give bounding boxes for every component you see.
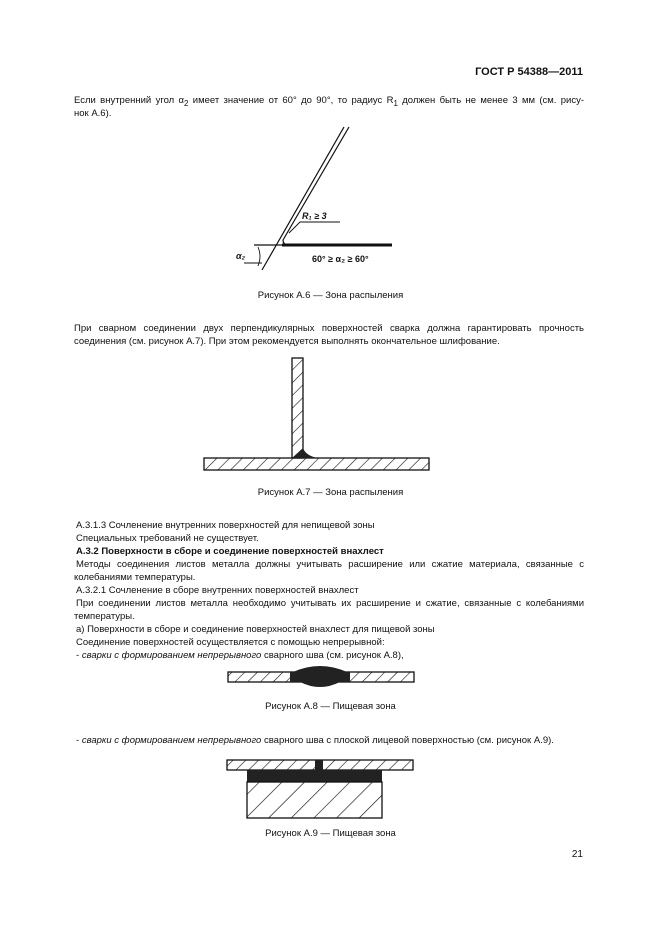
angle-label: α₂ xyxy=(236,251,246,261)
paragraph-a6-line1: Если внутренний угол $\alpha_2$ имеет значение от 60° до 90°, то радиус $R_1$ должен быть не менее 3 мм (см. рису- xyxy=(74,95,585,108)
heading-a32: А.3.2 Поверхности в сборе и соединение поверхностей внахлест xyxy=(76,546,384,557)
page-number: 21 xyxy=(571,849,583,860)
caption-a8: Рисунок А.8 — Пищевая зона xyxy=(265,701,396,712)
bullet-2: - сварки с формированием непрерывного сварного шва с плоской лицевой поверхностью (см. рисунок А.9). xyxy=(76,735,554,746)
range-label: 60° ≥ α₂ ≥ 60° xyxy=(312,254,369,264)
text-a321-line2: температуры. xyxy=(74,611,135,622)
text-a32-line1: Методы соединения листов металла должны учитывать расширение или сжатие материала, связанные с xyxy=(76,559,584,570)
text-a32-line2: колебаниями температуры. xyxy=(74,572,196,583)
caption-a7: Рисунок А.7 — Зона распыления xyxy=(257,487,404,498)
caption-a9: Рисунок А.9 — Пищевая зона xyxy=(265,828,396,839)
text-a321-line1: При соединении листов металла необходимо учитывать их расширение и сжатие, связанные с колебаниями xyxy=(76,598,584,609)
item-a: а) Поверхности в сборе и соединение поверхностей внахлест для пищевой зоны xyxy=(76,624,435,635)
heading-a313: А.3.1.3 Сочленение внутренних поверхностей для непищевой зоны xyxy=(76,520,375,531)
paragraph-a6-line2: нок А.6). xyxy=(74,108,112,119)
bullet-1: - сварки с формированием непрерывного сварного шва (см. рисунок А.8), xyxy=(76,650,404,661)
paragraph-a7-line2: соединения (см. рисунок А.7). При этом рекомендуется выполнять окончательное шлифование. xyxy=(74,336,500,347)
caption-a6: Рисунок А.6 — Зона распыления xyxy=(257,290,404,301)
document-code: ГОСТ Р 54388—2011 xyxy=(475,66,583,78)
item-a-text: Соединение поверхностей осуществляется с помощью непрерывной: xyxy=(76,637,385,648)
paragraph-a7-line1: При сварном соединении двух перпендикулярных поверхностей сварка должна гарантировать прочность xyxy=(74,323,584,334)
text-a313: Специальных требований не существует. xyxy=(76,533,259,544)
heading-a321: А.3.2.1 Сочленение в сборе внутренних поверхностей внахлест xyxy=(76,585,359,596)
r1-label: R₁ ≥ 3 xyxy=(302,211,327,221)
